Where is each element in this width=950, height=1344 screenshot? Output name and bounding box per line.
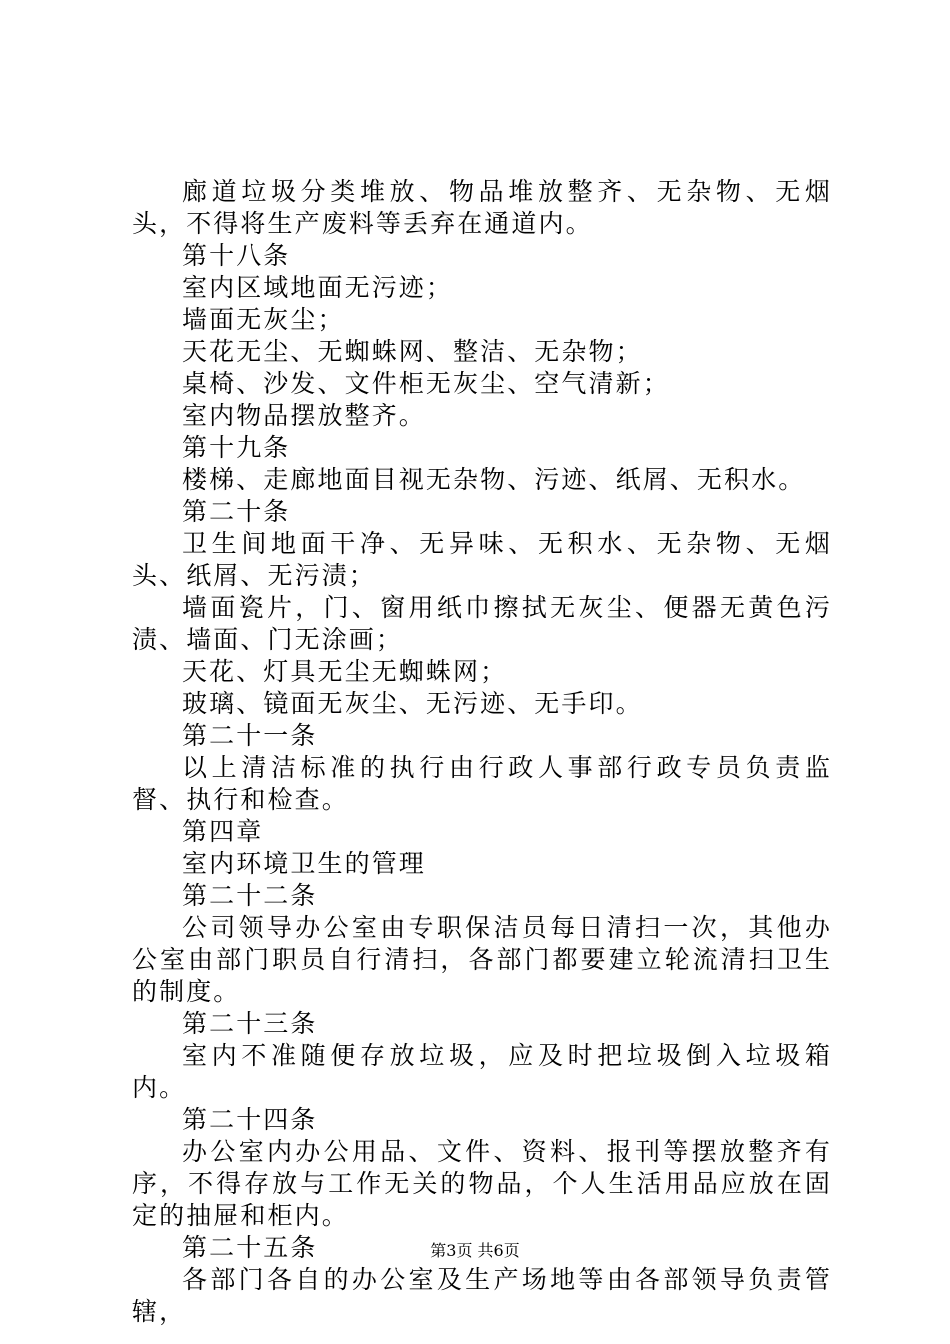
- article-heading: 第二十一条: [182, 721, 318, 750]
- article-heading: 第二十五条: [182, 1233, 318, 1262]
- paragraph: 墙面瓷片，门、窗用纸巾擦拭无灰尘、便器无黄色污渍、墙面、门无涂画；: [132, 593, 832, 654]
- chapter-title: 室内环境卫生的管理: [182, 849, 426, 878]
- article-heading: 第十八条: [182, 241, 291, 270]
- article-heading: 第二十三条: [182, 1009, 318, 1038]
- paragraph: 天花、灯具无尘无蜘蛛网；: [182, 657, 508, 686]
- page-footer: [0, 1241, 950, 1261]
- article-heading: 第二十四条: [182, 1105, 318, 1134]
- paragraph: 卫生间地面干净、无异味、无积水、无杂物、无烟头、纸屑、无污渍；: [132, 529, 832, 590]
- paragraph: 天花无尘、无蜘蛛网、整洁、无杂物；: [182, 337, 643, 366]
- paragraph: 室内不准随便存放垃圾，应及时把垃圾倒入垃圾箱内。: [132, 1041, 832, 1102]
- paragraph: 桌椅、沙发、文件柜无灰尘、空气清新；: [182, 369, 670, 398]
- document-body: [132, 176, 832, 1328]
- article-heading: 第二十条: [182, 497, 291, 526]
- paragraph: 墙面无灰尘；: [182, 305, 345, 334]
- paragraph: 廊道垃圾分类堆放、物品堆放整齐、无杂物、无烟头，不得将生产废料等丢弃在通道内。: [132, 177, 832, 238]
- paragraph: 以上清洁标准的执行由行政人事部行政专员负责监督、执行和检查。: [132, 753, 832, 814]
- chapter-heading: 第四章: [182, 817, 264, 846]
- paragraph: 公司领导办公室由专职保洁员每日清扫一次，其他办公室由部门职员自行清扫，各部门都要建立轮流清扫卫生的制度。: [132, 913, 832, 1006]
- paragraph: 室内物品摆放整齐。: [182, 401, 426, 430]
- article-heading: 第十九条: [182, 433, 291, 462]
- paragraph: 各部门各自的办公室及生产场地等由各部领导负责管辖，: [132, 1265, 832, 1326]
- article-heading: 第二十二条: [182, 881, 318, 910]
- paragraph: 办公室内办公用品、文件、资料、报刊等摆放整齐有序，不得存放与工作无关的物品，个人生活用品应放在固定的抽屉和柜内。: [132, 1137, 832, 1230]
- paragraph: 玻璃、镜面无灰尘、无污迹、无手印。: [182, 689, 643, 718]
- paragraph: 楼梯、走廊地面目视无杂物、污迹、纸屑、无积水。: [182, 465, 806, 494]
- page-number: 第3页 共6页: [430, 1241, 520, 1260]
- paragraph: 室内区域地面无污迹；: [182, 273, 454, 302]
